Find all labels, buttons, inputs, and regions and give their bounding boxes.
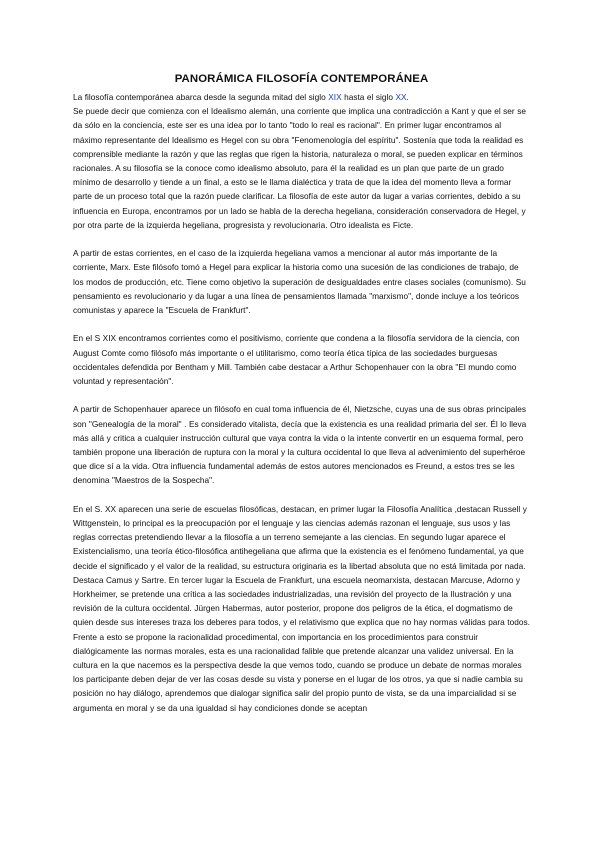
paragraph-2: A partir de estas corrientes, en el caso de la izquierda hegeliana vamos a mencionar al autor más importante de la corriente, Marx. Este filósofo tomó a Hegel para explicar la historia como una sucesión de las condiciones de trabajo, de los modos de producción, etc. Tiene como objetivo la superación de desigualdades entre clases sociales (comunismo). Su pensamiento es revolucionario y da lugar a una línea de pensamientos llamada "marxismo", donde incluye a los teóricos comunistas y aparece la "Escuela de Frankfurt".: [73, 248, 526, 316]
paragraph-1-body: Se puede decir que comienza con el Idealismo alemán, una corriente que implica una contradicción a Kant y que el ser se da sólo en la conciencia, este ser es una idea por lo tanto "todo lo real es racional". En primer lugar encontramos al máximo representante del Idealismo es Hegel con su obra "Fenomenología del espíritu". Sostenía que toda la realidad es comprensible mediante la razón y que las reglas que rigen la historia, naturaleza o moral, se pueden explicar en términos racionales. A su filosofía se la conoce como idealismo absoluto, para él la realidad es un plan que parte de un grado mínimo de desarrollo y tiende a un final, a esto se le llama dialéctica y trata de que la idea del momento lleva a formar parte de un proceso total que la razón puede clarificar. La filosofía de este autor da lugar a varias corrientes, debido a su influencia en Europa, encontramos por un lado se habla de la derecha hegeliana, consideración conservadora de Hegel, y por otra parte de la izquierda hegeliana, progresista y revolucionaria. Otro idealista es Ficte.: [73, 106, 526, 230]
paragraph-1-intro-b: hasta el siglo: [341, 92, 396, 102]
paragraph-3: En el S XIX encontramos corrientes como el positivismo, corriente que condena a la filosofía servidora de la ciencia, con August Comte como filósofo más importante o el utilitarismo, como teoría ética típica de las sociedades burguesas occidentales defendida por Bentham y Mill. También cabe destacar a Arthur Schopenhauer con la obra "El mundo como voluntad y representación".: [73, 333, 520, 387]
paragraph-1: [73, 90, 530, 232]
paragraph-4: A partir de Schopenhauer aparece un filósofo en cual toma influencia de él, Nietzsche, cuyas una de sus obras principales son "Genealogía de la moral" . Es considerado vitalista, decía que la existencia es una realidad primaria del ser. Él lo lleva más allá y critica a cualquier instrucción cultural que vaya contra la vida o la intente convertir en un esquema formal, pero también propone una liberación de ruptura con la moral y la cultura occidental lo que lleva al advenimiento del superhéroe que dice sí a la vida. Otra influencia fundamental además de estos autores mencionados es Freund, a estos tres se les denomina "Maestros de la Sospecha".: [73, 404, 527, 486]
paragraph-1-intro-a: La filosofía contemporánea abarca desde la segunda mitad del siglo: [73, 92, 329, 102]
paragraph-5: En el S. XX aparecen una serie de escuelas filosóficas, destacan, en primer lugar la Filosofía Analítica ,destacan Russell y Wittgenstein, lo principal es la preocupación por el lenguaje y las ciencias además razonan el lenguaje, sus usos y las reglas correctas pretendiendo llevar a la filosofía a un terreno semejante a las ciencias. En segundo lugar aparece el Existencialismo, una teoría ético-filosófica antihegeliana que afirma que la existencia es el fenómeno fundamental, ya que decide el significado y el valor de la realidad, su estructura originaria es la libertad absoluta que no está limitada por nada. Destaca Camus y Sartre. En tercer lugar la Escuela de Frankfurt, una escuela neomarxista, destacan Marcuse, Adorno y Horkheimer, se pretende una crítica a las sociedades industrializadas, una revisión del proyecto de la Ilustración y una revisión de la cultura occidental. Jürgen Habermas, autor posterior, propone dos peligros de la ética, el dogmatismo de quien desde sus intereses traza los deberes para todos, y el relativismo que explica que no hay normas válidas para todos. Frente a esto se propone la racionalidad procedimental, con importancia en los procedimientos para construir dialógicamente las normas morales, esta es una racionalidad falible que pretende alcanzar una validez universal. En la cultura en la que nacemos es la perspectiva desde la que vemos todo, cuando se produce un debate de normas morales los participante deben dejar de ver las cosas desde su vista y ponerse en el lugar de los otros, ya que si nadie cambia su posición no hay diálogo, aprendemos que dialogar significa salir del propio punto de vista, se da una imparcialidad si se argumenta en moral y se da una igualdad si hay condiciones donde se aceptan: [73, 503, 530, 713]
document-title: PANORÁMICA FILOSOFÍA CONTEMPORÁNEA: [174, 73, 429, 85]
century-xix-link[interactable]: XIX: [328, 92, 342, 102]
paragraph-1-intro-c: .: [406, 92, 409, 102]
century-xx-link[interactable]: XX: [395, 92, 407, 102]
